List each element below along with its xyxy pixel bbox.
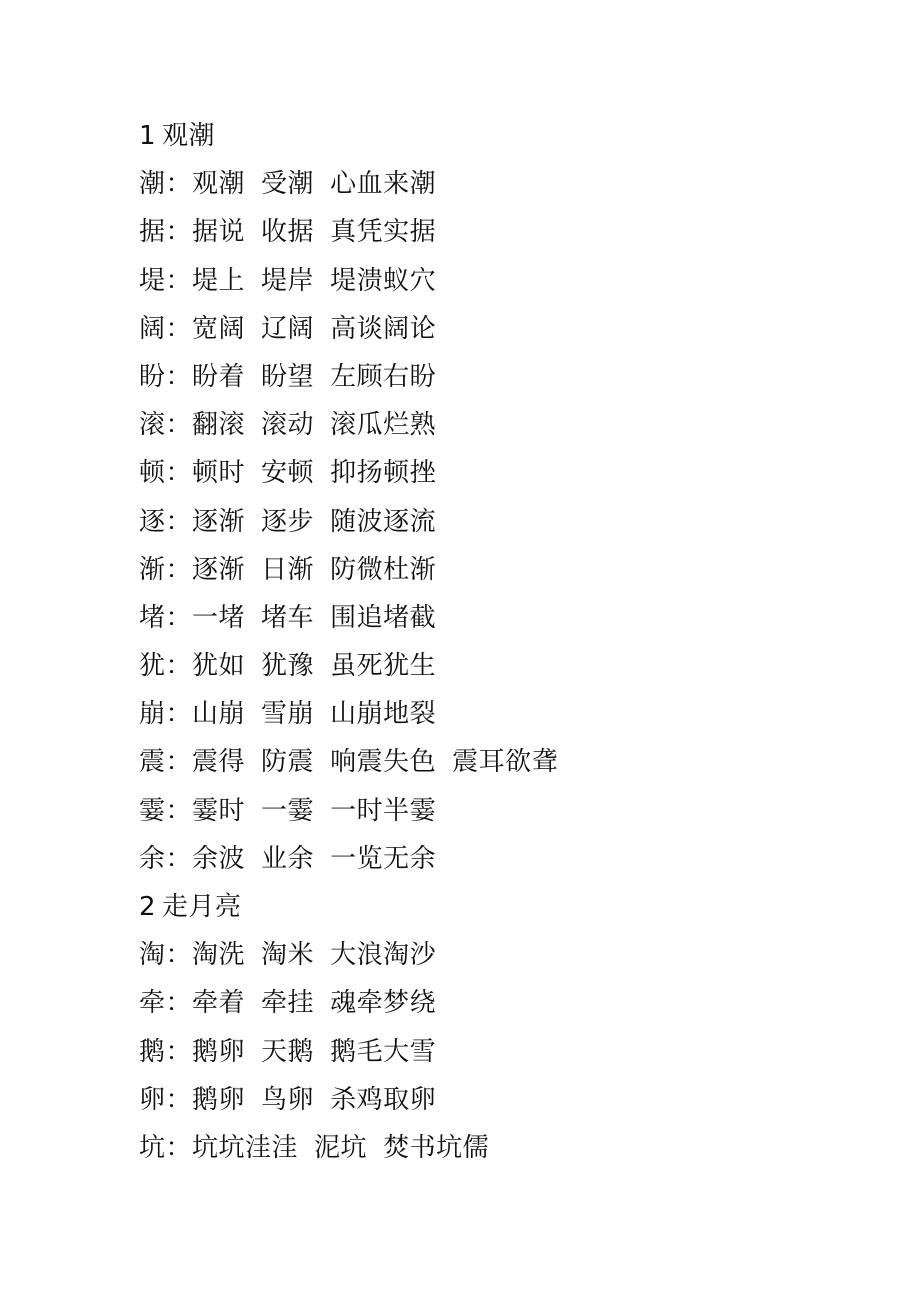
vocab-character: 霎 — [139, 795, 166, 826]
vocab-word: 山崩 — [192, 699, 246, 730]
vocab-word: 雪崩 — [261, 699, 315, 730]
vocab-word: 逐渐 — [192, 554, 246, 585]
vocab-entry — [139, 642, 879, 690]
section-number: 1 — [139, 121, 157, 151]
vocab-word: 淘米 — [261, 940, 315, 971]
vocab-word: 焚书坑儒 — [383, 1132, 490, 1163]
vocab-character: 震 — [139, 747, 166, 778]
vocab-word: 虽死犹生 — [330, 651, 437, 682]
vocab-word: 防微杜渐 — [330, 554, 437, 585]
vocab-word: 堤溃蚁穴 — [330, 265, 437, 296]
vocab-word: 山崩地裂 — [330, 699, 437, 730]
colon-separator: ： — [165, 747, 193, 778]
vocab-word: 一霎 — [261, 795, 315, 826]
colon-separator: ： — [165, 265, 193, 296]
colon-separator: ： — [165, 506, 193, 537]
vocab-word: 盼着 — [192, 361, 246, 392]
vocab-word: 盼望 — [261, 361, 315, 392]
vocab-word: 泥坑 — [314, 1132, 368, 1163]
vocab-entry — [139, 257, 879, 305]
vocab-entry — [139, 738, 879, 786]
vocab-word: 顿时 — [192, 458, 246, 489]
vocab-entry — [139, 690, 879, 738]
vocab-word: 抑扬顿挫 — [330, 458, 437, 489]
vocab-character: 鹅 — [139, 1036, 166, 1067]
vocab-word: 堤上 — [192, 265, 246, 296]
vocab-word: 响震失色 — [330, 747, 437, 778]
vocab-word: 一堵 — [192, 602, 246, 633]
vocab-character: 顿 — [139, 458, 166, 489]
vocab-character: 滚 — [139, 410, 166, 441]
vocab-entry — [139, 1124, 879, 1172]
vocab-word: 震得 — [192, 747, 246, 778]
vocab-entry — [139, 835, 879, 883]
colon-separator: ： — [165, 795, 193, 826]
colon-separator: ： — [165, 1084, 193, 1115]
vocab-character: 淘 — [139, 940, 166, 971]
vocab-entry — [139, 401, 879, 449]
vocab-entry — [139, 787, 879, 835]
vocab-word: 魂牵梦绕 — [330, 988, 437, 1019]
vocab-entry — [139, 979, 879, 1027]
vocab-word: 淘洗 — [192, 940, 246, 971]
vocab-character: 牵 — [139, 988, 166, 1019]
colon-separator: ： — [165, 988, 193, 1019]
vocab-word: 犹如 — [192, 651, 246, 682]
vocab-word: 一时半霎 — [330, 795, 437, 826]
vocab-character: 潮 — [139, 169, 166, 200]
colon-separator: ： — [165, 1132, 193, 1163]
vocab-entry — [139, 160, 879, 208]
vocab-word: 鹅毛大雪 — [330, 1036, 437, 1067]
colon-separator: ： — [165, 313, 193, 344]
vocab-word: 坑坑洼洼 — [192, 1132, 299, 1163]
colon-separator: ： — [165, 602, 193, 633]
vocab-word: 据说 — [192, 217, 246, 248]
vocab-entry — [139, 1028, 879, 1076]
vocab-entry — [139, 498, 879, 546]
vocab-character: 渐 — [139, 554, 166, 585]
vocab-entry — [139, 208, 879, 256]
colon-separator: ： — [165, 651, 193, 682]
vocab-character: 堵 — [139, 602, 166, 633]
vocab-word: 业余 — [261, 843, 315, 874]
vocab-entry — [139, 594, 879, 642]
vocab-word: 牵挂 — [261, 988, 315, 1019]
colon-separator: ： — [165, 217, 193, 248]
vocab-word: 高谈阔论 — [330, 313, 437, 344]
vocab-entry — [139, 449, 879, 497]
vocab-entry — [139, 353, 879, 401]
vocab-character: 逐 — [139, 506, 166, 537]
vocab-word: 观潮 — [192, 169, 246, 200]
section-heading — [139, 112, 879, 160]
vocab-character: 犹 — [139, 651, 166, 682]
vocab-word: 滚瓜烂熟 — [330, 410, 437, 441]
vocab-word: 逐步 — [261, 506, 315, 537]
section-title: 走月亮 — [162, 892, 242, 922]
vocab-word: 一览无余 — [330, 843, 437, 874]
vocab-character: 堤 — [139, 265, 166, 296]
vocab-entry — [139, 1076, 879, 1124]
vocab-word: 余波 — [192, 843, 246, 874]
vocab-word: 日渐 — [261, 554, 315, 585]
vocab-character: 据 — [139, 217, 166, 248]
vocab-entry — [139, 546, 879, 594]
vocab-word: 堤岸 — [261, 265, 315, 296]
colon-separator: ： — [165, 410, 193, 441]
vocab-character: 盼 — [139, 361, 166, 392]
vocab-word: 大浪淘沙 — [330, 940, 437, 971]
section-heading — [139, 883, 879, 931]
vocab-word: 辽阔 — [261, 313, 315, 344]
vocab-word: 鹅卵 — [192, 1036, 246, 1067]
vocab-word: 犹豫 — [261, 651, 315, 682]
vocab-character: 崩 — [139, 699, 166, 730]
vocab-word: 鹅卵 — [192, 1084, 246, 1115]
vocab-word: 逐渐 — [192, 506, 246, 537]
colon-separator: ： — [165, 361, 193, 392]
vocab-word: 防震 — [261, 747, 315, 778]
colon-separator: ： — [165, 458, 193, 489]
vocab-word: 收据 — [261, 217, 315, 248]
vocab-word: 堵车 — [261, 602, 315, 633]
vocab-word: 围追堵截 — [330, 602, 437, 633]
vocab-character: 坑 — [139, 1132, 166, 1163]
vocab-word: 受潮 — [261, 169, 315, 200]
vocab-character: 余 — [139, 843, 166, 874]
vocab-word: 真凭实据 — [330, 217, 437, 248]
vocab-word: 安顿 — [261, 458, 315, 489]
document-body — [139, 112, 879, 1172]
vocab-word: 鸟卵 — [261, 1084, 315, 1115]
vocab-word: 牵着 — [192, 988, 246, 1019]
vocab-entry — [139, 305, 879, 353]
vocab-word: 杀鸡取卵 — [330, 1084, 437, 1115]
vocab-word: 翻滚 — [192, 410, 246, 441]
vocab-entry — [139, 931, 879, 979]
vocab-word: 心血来潮 — [330, 169, 437, 200]
vocab-word: 天鹅 — [261, 1036, 315, 1067]
vocab-word: 左顾右盼 — [330, 361, 437, 392]
section-title: 观潮 — [162, 121, 216, 151]
colon-separator: ： — [165, 1036, 193, 1067]
vocab-character: 阔 — [139, 313, 166, 344]
colon-separator: ： — [165, 699, 193, 730]
vocab-word: 随波逐流 — [330, 506, 437, 537]
colon-separator: ： — [165, 169, 193, 200]
colon-separator: ： — [165, 843, 193, 874]
colon-separator: ： — [165, 940, 193, 971]
vocab-word: 震耳欲聋 — [452, 747, 559, 778]
section-number: 2 — [139, 892, 157, 922]
vocab-character: 卵 — [139, 1084, 166, 1115]
colon-separator: ： — [165, 554, 193, 585]
vocab-word: 滚动 — [261, 410, 315, 441]
vocab-word: 宽阔 — [192, 313, 246, 344]
vocab-word: 霎时 — [192, 795, 246, 826]
